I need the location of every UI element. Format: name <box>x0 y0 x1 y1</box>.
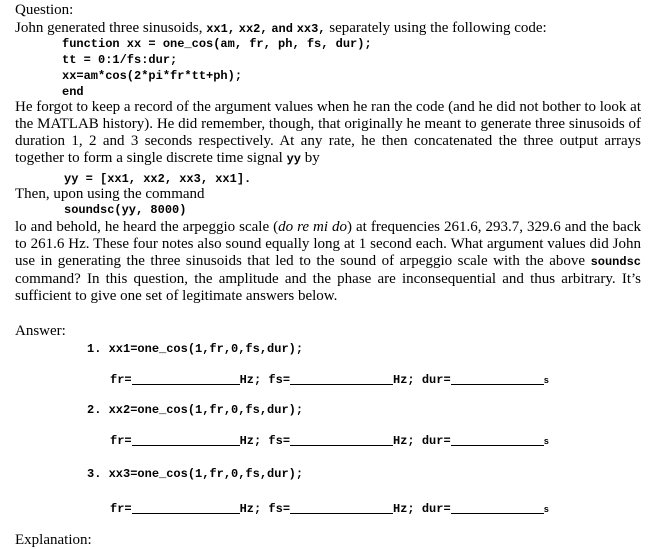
answer-2-row <box>110 432 549 448</box>
intro-after: separately using the following code: <box>325 20 547 36</box>
paragraph-2 <box>15 219 641 305</box>
answer-label: Answer: <box>15 323 66 339</box>
answer-1-hz-dur: Hz; dur= <box>393 373 451 387</box>
concat-code: yy = [xx1, xx2, xx3, xx1]. <box>64 172 252 186</box>
soundsc-code: soundsc(yy, 8000) <box>64 203 187 217</box>
answer-3-row <box>110 500 549 516</box>
answer-1-call <box>87 342 303 356</box>
answer-1-fr-field[interactable] <box>132 371 240 385</box>
paragraph-2-t1: lo and behold, he heard the arpeggio scale ( <box>15 219 279 235</box>
code-line-3: xx=am*cos(2*pi*fr*tt+ph); <box>62 69 243 83</box>
answer-1-fs-field[interactable] <box>290 371 393 385</box>
paragraph-2-cmd: soundsc <box>590 255 641 269</box>
answer-2-fs-field[interactable] <box>290 432 393 446</box>
paragraph-1-text: He forgot to keep a record of the argument values when he ran the code (and he did not bother to look at the MATLAB history). He did remember, though, that originally he meant to generate three sinusoids of duration 1, 2 and 3 seconds respectively. At any rate, he then concatenated the three output arrays together to form a single discrete time signal <box>15 99 641 166</box>
answer-3-fs-field[interactable] <box>290 500 393 514</box>
answer-1-dur-field[interactable] <box>451 371 544 385</box>
answer-3-dur-field[interactable] <box>451 500 544 514</box>
answer-2-hz-dur: Hz; dur= <box>393 434 451 448</box>
answer-1-code: xx1=one_cos(1,fr,0,fs,dur); <box>108 342 304 356</box>
intro-before: John generated three sinusoids, <box>15 20 207 36</box>
code-line-2: tt = 0:1/fs:dur; <box>62 53 178 67</box>
answer-2-call <box>87 403 303 417</box>
answer-3-s: s <box>543 505 550 515</box>
answer-3-code: xx3=one_cos(1,fr,0,fs,dur); <box>108 467 304 481</box>
answer-2-hz-fs: Hz; fs= <box>239 434 291 448</box>
then-text: Then, upon using the command <box>15 186 205 202</box>
paragraph-2-t2: ) at frequencies 261.6, 293.7, 329.6 and the back to 261.6 Hz. These four notes also sound equally long at 1 second each. What argument values did John use in generating the three sinusoids that led to the sound of arpeggio scale with the above <box>15 219 641 269</box>
answer-2-s: s <box>543 437 550 447</box>
question-label: Question: <box>15 2 74 18</box>
answer-1-fr-label: fr= <box>110 373 132 387</box>
paragraph-1 <box>15 99 641 168</box>
answer-2-code: xx2=one_cos(1,fr,0,fs,dur); <box>108 403 304 417</box>
intro-var-1: xx1, <box>206 22 236 36</box>
intro-and: and <box>271 22 293 36</box>
answer-3-fr-label: fr= <box>110 502 132 516</box>
code-line-4: end <box>62 85 84 99</box>
paragraph-1-var: yy <box>286 152 301 166</box>
intro-text <box>15 20 547 38</box>
answer-3-hz-fs: Hz; fs= <box>239 502 291 516</box>
paragraph-2-notes: do re mi do <box>278 219 348 235</box>
answer-2-fr-field[interactable] <box>132 432 240 446</box>
answer-3-number: 3. <box>87 467 102 481</box>
answer-2-number: 2. <box>87 403 102 417</box>
answer-2-dur-field[interactable] <box>451 432 544 446</box>
paragraph-1-end: by <box>301 150 320 166</box>
answer-1-number: 1. <box>87 342 102 356</box>
paragraph-2-t3: command? In this question, the amplitude and the phase are inconsequential and thus arbitrary. It’s sufficient to give one set of legitimate answers below. <box>15 271 641 304</box>
answer-3-hz-dur: Hz; dur= <box>393 502 451 516</box>
answer-1-row <box>110 371 549 387</box>
answer-2-fr-label: fr= <box>110 434 132 448</box>
answer-1-hz-fs: Hz; fs= <box>239 373 291 387</box>
answer-3-fr-field[interactable] <box>132 500 240 514</box>
explanation-label: Explanation: <box>15 532 92 548</box>
code-line-1: function xx = one_cos(am, fr, ph, fs, dur); <box>62 37 372 51</box>
answer-1-s: s <box>543 376 550 386</box>
answer-3-call <box>87 467 303 481</box>
intro-var-3: xx3, <box>296 22 326 36</box>
intro-var-2: xx2, <box>238 22 268 36</box>
